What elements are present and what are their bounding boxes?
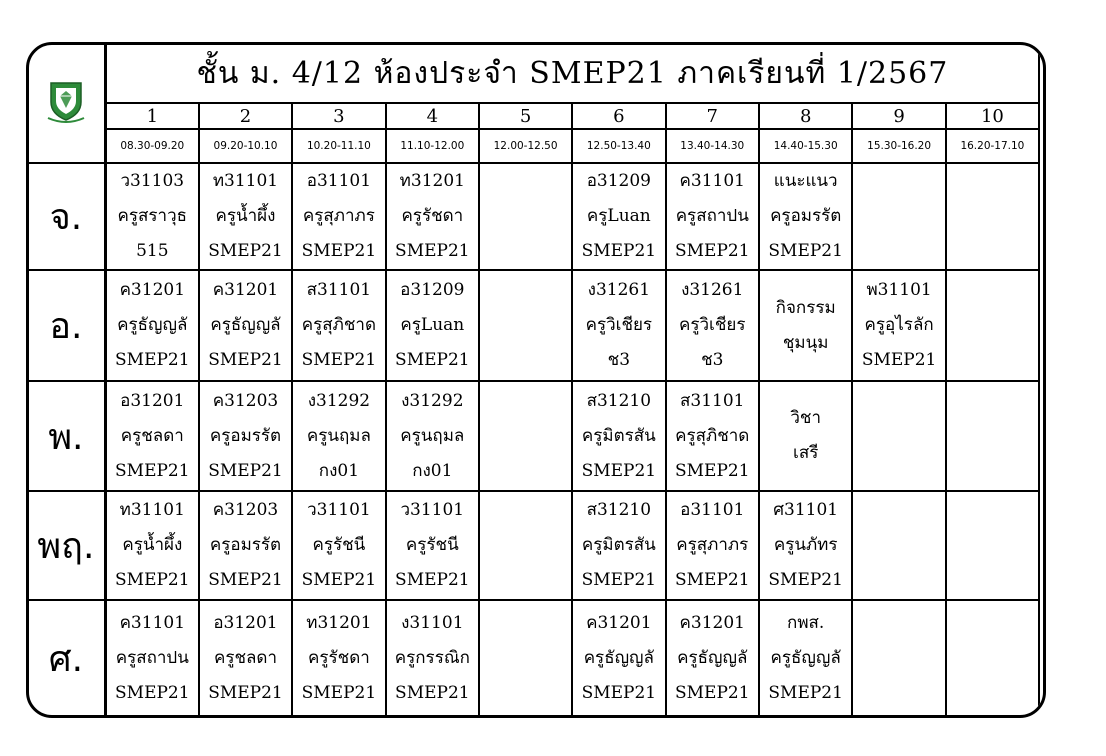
room-name: กง01 xyxy=(412,460,453,481)
teacher-name: ครูอมรรัต xyxy=(770,206,842,226)
teacher-name: ครูรัชนี xyxy=(405,535,459,555)
period-number: 7 xyxy=(666,103,759,129)
schedule-cell xyxy=(759,491,852,600)
subject-code: อ31201 xyxy=(213,613,278,633)
subject-code: ค31101 xyxy=(679,171,745,191)
period-time: 14.40-15.30 xyxy=(759,129,852,163)
schedule-cell xyxy=(572,163,665,270)
room-name: SMEP21 xyxy=(115,350,190,370)
subject-code: ง31292 xyxy=(401,390,464,411)
teacher-name: ครูLuan xyxy=(400,315,465,335)
subject-code: ส31101 xyxy=(680,390,745,411)
schedule-cell xyxy=(292,600,385,717)
teacher-name: ครูรัชนี xyxy=(312,535,366,555)
page-title: ชั้น ม. 4/12 ห้องประจำ SMEP21 ภาคเรียนที่ 1/2567 xyxy=(105,43,1039,103)
day-label: พ. xyxy=(27,381,105,491)
teacher-name: ครูสุภิชาด xyxy=(301,315,376,335)
day-label: อ. xyxy=(27,270,105,381)
teacher-name: ครูอมรรัต xyxy=(209,535,282,555)
teacher-name: ครูธัญญลั xyxy=(770,648,841,668)
subject-code: ท31201 xyxy=(306,613,372,633)
period-time: 08.30-09.20 xyxy=(105,129,198,163)
teacher-name: ครูวิเชียร xyxy=(585,315,653,335)
teacher-name: ครูมิตรสัน xyxy=(581,535,656,555)
school-logo-icon xyxy=(46,78,86,124)
subject-code: ท31201 xyxy=(399,171,465,191)
teacher-name: เสรี xyxy=(793,443,819,463)
room-name: SMEP21 xyxy=(581,241,657,261)
subject-code: ส31210 xyxy=(586,500,652,520)
timetable-frame xyxy=(26,42,1046,718)
subject-code: ง31101 xyxy=(401,613,464,633)
schedule-cell xyxy=(946,163,1039,270)
schedule-cell xyxy=(386,163,479,270)
subject-code: อ31101 xyxy=(306,171,372,191)
schedule-cell xyxy=(666,270,759,381)
schedule-cell xyxy=(199,600,292,717)
teacher-name: ครูLuan xyxy=(586,206,651,226)
period-time: 13.40-14.30 xyxy=(666,129,759,163)
teacher-name: ครูน้ำผึ้ง xyxy=(122,535,183,555)
period-number: 1 xyxy=(105,103,198,129)
schedule-cell xyxy=(292,491,385,600)
teacher-name: ครูสุภาภร xyxy=(676,535,749,555)
room-name: SMEP21 xyxy=(395,241,470,261)
teacher-name: ครูสุภิชาด xyxy=(675,425,750,446)
schedule-cell xyxy=(759,600,852,717)
day-label: พฤ. xyxy=(27,491,105,600)
schedule-cell xyxy=(479,491,572,600)
period-time: 12.50-13.40 xyxy=(572,129,665,163)
room-name: SMEP21 xyxy=(301,241,377,261)
room-name: ช3 xyxy=(607,350,631,370)
room-name: ช3 xyxy=(701,350,724,370)
day-row xyxy=(27,163,1039,270)
subject-code: อ31101 xyxy=(680,500,745,520)
schedule-cell xyxy=(946,381,1039,491)
subject-code: ค31201 xyxy=(679,613,745,633)
room-name: SMEP21 xyxy=(208,570,283,590)
teacher-name: ครูน้ำผึ้ง xyxy=(215,206,276,226)
subject-code: ส31210 xyxy=(586,390,652,411)
day-label: ศ. xyxy=(27,600,105,717)
subject-code: ค31101 xyxy=(119,613,186,633)
schedule-cell xyxy=(105,163,198,270)
teacher-name: ครูวิเชียร xyxy=(679,315,746,335)
teacher-name: ครูชลดา xyxy=(120,425,184,446)
room-name: SMEP21 xyxy=(768,241,843,261)
timetable xyxy=(26,42,1040,718)
subject-code: แนะแนว xyxy=(773,171,838,191)
period-time: 09.20-10.10 xyxy=(199,129,292,163)
teacher-name: ครูนภัทร xyxy=(773,535,838,555)
subject-code: ค31201 xyxy=(212,280,279,300)
room-name: 515 xyxy=(136,241,169,261)
schedule-cell xyxy=(479,600,572,717)
day-row xyxy=(27,270,1039,381)
room-name: SMEP21 xyxy=(208,683,283,703)
room-name: SMEP21 xyxy=(581,460,657,481)
schedule-cell xyxy=(105,491,198,600)
schedule-cell xyxy=(479,381,572,491)
schedule-cell xyxy=(946,491,1039,600)
schedule-cell xyxy=(479,163,572,270)
room-name: SMEP21 xyxy=(768,683,843,703)
schedule-cell xyxy=(946,270,1039,381)
teacher-name: ครูอุไรลัก xyxy=(864,315,934,335)
period-number: 10 xyxy=(946,103,1039,129)
schedule-cell xyxy=(292,270,385,381)
period-time: 10.20-11.10 xyxy=(292,129,385,163)
subject-code: ท31101 xyxy=(119,500,185,520)
schedule-cell xyxy=(666,600,759,717)
period-number: 9 xyxy=(852,103,945,129)
schedule-cell xyxy=(759,270,852,381)
room-name: SMEP21 xyxy=(674,683,750,703)
schedule-cell xyxy=(105,270,198,381)
subject-code: วิชา xyxy=(790,408,821,428)
schedule-cell xyxy=(666,163,759,270)
schedule-cell xyxy=(292,381,385,491)
schedule-cell xyxy=(479,270,572,381)
teacher-name: ครูนฤมล xyxy=(306,425,371,446)
subject-code: ง31261 xyxy=(587,280,651,300)
schedule-cell xyxy=(386,491,479,600)
schedule-cell xyxy=(759,163,852,270)
subject-code: อ31209 xyxy=(586,171,651,191)
subject-code: พ31101 xyxy=(866,280,932,300)
room-name: SMEP21 xyxy=(674,460,750,481)
period-number: 8 xyxy=(759,103,852,129)
room-name: SMEP21 xyxy=(115,570,190,590)
subject-code: ง31292 xyxy=(307,390,371,411)
period-number: 2 xyxy=(199,103,292,129)
subject-code: ว31103 xyxy=(120,171,185,191)
schedule-cell xyxy=(105,381,198,491)
schedule-cell xyxy=(759,381,852,491)
subject-code: ง31261 xyxy=(681,280,744,300)
subject-code: ค31203 xyxy=(212,390,279,411)
room-name: SMEP21 xyxy=(861,350,937,370)
room-name: SMEP21 xyxy=(115,460,190,481)
schedule-cell xyxy=(105,600,198,717)
day-label: จ. xyxy=(27,163,105,270)
subject-code: กพส. xyxy=(787,613,825,633)
room-name: กง01 xyxy=(318,460,360,481)
teacher-name: ครูรัชดา xyxy=(401,206,464,226)
room-name: SMEP21 xyxy=(208,350,283,370)
subject-code: กิจกรรม xyxy=(775,297,836,318)
subject-code: ท31101 xyxy=(212,171,279,191)
school-logo-cell xyxy=(27,43,105,163)
subject-code: ส31101 xyxy=(306,280,372,300)
teacher-name: ครูนฤมล xyxy=(400,425,465,446)
teacher-name: ครูสราวุธ xyxy=(117,206,188,226)
subject-code: อ31209 xyxy=(400,280,465,300)
room-name: SMEP21 xyxy=(208,241,283,261)
schedule-cell xyxy=(852,491,945,600)
room-name: SMEP21 xyxy=(115,683,190,703)
teacher-name: ชุมนุม xyxy=(782,332,829,353)
schedule-cell xyxy=(292,163,385,270)
room-name: SMEP21 xyxy=(395,683,470,703)
day-row xyxy=(27,381,1039,491)
schedule-cell xyxy=(199,163,292,270)
teacher-name: ครูมิตรสัน xyxy=(581,425,656,446)
period-number: 6 xyxy=(572,103,665,129)
teacher-name: ครูธัญญลั xyxy=(677,648,748,668)
schedule-cell xyxy=(572,270,665,381)
teacher-name: ครูชลดา xyxy=(213,648,277,668)
teacher-name: ครูรัชดา xyxy=(308,648,370,668)
schedule-cell xyxy=(852,163,945,270)
schedule-cell xyxy=(199,381,292,491)
period-number: 4 xyxy=(386,103,479,129)
schedule-cell xyxy=(666,491,759,600)
subject-code: ค31201 xyxy=(586,613,652,633)
schedule-cell xyxy=(572,600,665,717)
period-number: 3 xyxy=(292,103,385,129)
period-number: 5 xyxy=(479,103,572,129)
teacher-name: ครูสถาปน xyxy=(675,206,749,226)
teacher-name: ครูสุภาภร xyxy=(302,206,375,226)
room-name: SMEP21 xyxy=(395,570,470,590)
room-name: SMEP21 xyxy=(301,683,377,703)
subject-code: อ31201 xyxy=(120,390,185,411)
schedule-cell xyxy=(852,270,945,381)
schedule-cell xyxy=(572,491,665,600)
schedule-cell xyxy=(946,600,1039,717)
teacher-name: ครูกรรณิก xyxy=(394,648,470,668)
teacher-name: ครูธัญญลั xyxy=(583,648,654,668)
room-name: SMEP21 xyxy=(768,570,843,590)
subject-code: ค31201 xyxy=(119,280,186,300)
schedule-cell xyxy=(386,270,479,381)
teacher-name: ครูธัญญลั xyxy=(210,315,281,335)
subject-code: ว31101 xyxy=(400,500,465,520)
schedule-cell xyxy=(852,381,945,491)
day-row xyxy=(27,491,1039,600)
schedule-cell xyxy=(199,491,292,600)
room-name: SMEP21 xyxy=(581,683,657,703)
subject-code: ว31101 xyxy=(307,500,371,520)
teacher-name: ครูสถาปน xyxy=(115,648,189,668)
schedule-cell xyxy=(386,600,479,717)
subject-code: ค31203 xyxy=(212,500,279,520)
subject-code: ศ31101 xyxy=(773,500,839,520)
period-time: 11.10-12.00 xyxy=(386,129,479,163)
schedule-cell xyxy=(666,381,759,491)
day-row xyxy=(27,600,1039,717)
room-name: SMEP21 xyxy=(301,350,377,370)
room-name: SMEP21 xyxy=(395,350,470,370)
period-time: 16.20-17.10 xyxy=(946,129,1039,163)
schedule-cell xyxy=(852,600,945,717)
schedule-cell xyxy=(199,270,292,381)
room-name: SMEP21 xyxy=(674,570,750,590)
room-name: SMEP21 xyxy=(208,460,283,481)
teacher-name: ครูธัญญลั xyxy=(117,315,188,335)
room-name: SMEP21 xyxy=(674,241,750,261)
room-name: SMEP21 xyxy=(581,570,657,590)
schedule-cell xyxy=(386,381,479,491)
period-time: 12.00-12.50 xyxy=(479,129,572,163)
room-name: SMEP21 xyxy=(301,570,377,590)
schedule-cell xyxy=(572,381,665,491)
teacher-name: ครูอมรรัต xyxy=(209,425,282,446)
period-time: 15.30-16.20 xyxy=(852,129,945,163)
